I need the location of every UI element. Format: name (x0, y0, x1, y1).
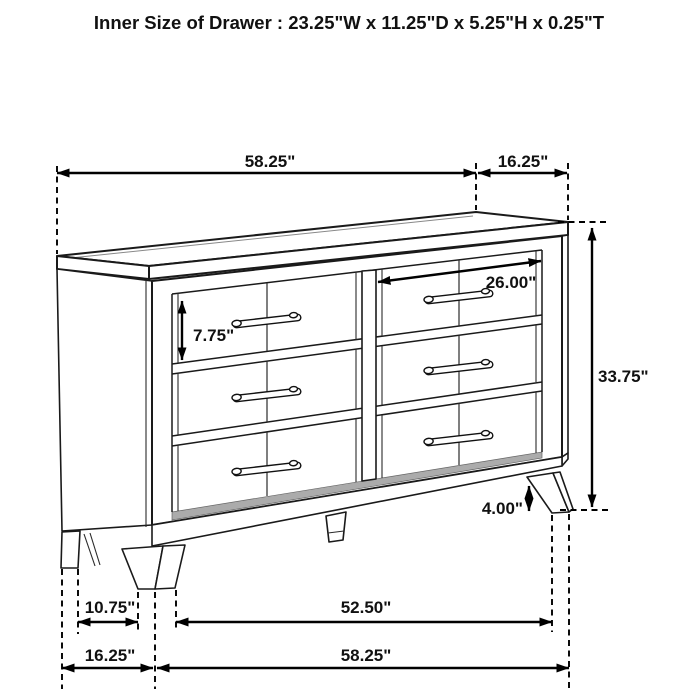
dimension-overall-height (558, 222, 649, 510)
top-depth-label: 16.25" (497, 152, 549, 171)
bottom-depth-label: 16.25" (84, 646, 136, 665)
dimension-leg-span-width (176, 515, 552, 632)
leg-front-left (122, 545, 185, 589)
dimension-leg-height (482, 486, 529, 518)
dimension-leg-spacing-depth (78, 569, 138, 634)
bottom-width-label: 58.25" (340, 646, 392, 665)
leg-spacing-depth-label: 10.75" (84, 598, 136, 617)
dimension-top-depth (478, 152, 568, 220)
top-width-label: 58.25" (244, 152, 296, 171)
center-stile (362, 270, 376, 481)
leg-back-left (61, 531, 100, 568)
leg-height-label: 4.00" (481, 499, 523, 518)
drawer-width-label: 26.00" (485, 273, 537, 292)
overall-height-label: 33.75" (598, 367, 649, 386)
leg-span-width-label: 52.50" (340, 598, 392, 617)
diagram-title: Inner Size of Drawer : 23.25"W x 11.25"D x 5.25"H x 0.25"T (93, 12, 605, 33)
leg-front-right (527, 472, 573, 513)
dresser-illustration (57, 212, 573, 589)
left-side-panel (57, 269, 152, 531)
drawer-height-label: 7.75" (193, 326, 235, 345)
leg-center (326, 512, 346, 542)
